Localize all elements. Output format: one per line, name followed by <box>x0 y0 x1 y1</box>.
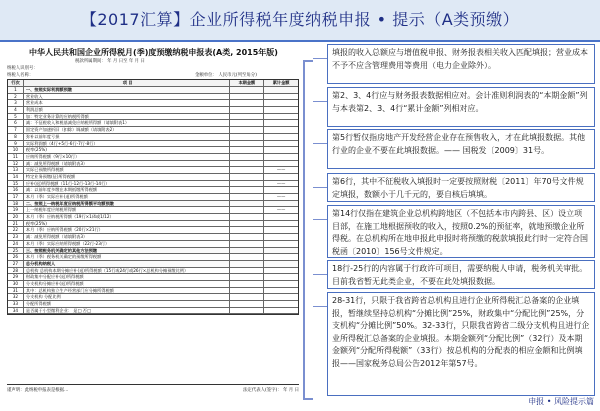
row-number: 15 <box>8 181 24 187</box>
row-cumulative-amount: —— <box>276 167 286 173</box>
row-current-amount <box>230 201 264 207</box>
row-number: 2 <box>8 94 24 100</box>
declaration-text: 谨声明：此纳税申报表是根据... <box>7 388 69 393</box>
row-cumulative-amount: —— <box>276 207 286 213</box>
row-item: 减：减免所得税额（请填附表3） <box>24 161 231 167</box>
row-current-amount <box>230 194 264 200</box>
tax-return-form <box>5 45 302 400</box>
note-connector <box>313 101 327 102</box>
row-number: 26 <box>8 254 24 260</box>
row-current-amount <box>230 248 264 254</box>
form-row <box>8 294 298 301</box>
col-header-item: 项 目 <box>24 80 231 86</box>
form-row <box>8 167 298 174</box>
form-row <box>8 181 298 188</box>
row-current-amount <box>230 214 264 220</box>
row-current-amount <box>230 94 264 100</box>
form-row <box>8 120 298 127</box>
row-item: 本月（季）税务机关确定的预缴所得税额 <box>24 254 231 260</box>
row-item: 本月（季）实际应纳所得税额（22行-23行） <box>24 241 231 247</box>
form-row <box>8 187 298 194</box>
note-box-1: 填报的收入总额应与增值税申报、财务报表相关收入匹配填报；营业成本不予不应含管理费用等费用（电力企业除外）。 <box>327 44 595 84</box>
form-row <box>8 241 298 248</box>
row-number: 12 <box>8 161 24 167</box>
row-cumulative-amount <box>264 141 298 147</box>
row-number: 18 <box>8 201 24 207</box>
row-number: 19 <box>8 207 24 213</box>
row-current-amount <box>230 227 264 233</box>
row-number: 30 <box>8 281 24 287</box>
row-cumulative-amount <box>264 254 298 260</box>
form-row <box>8 221 298 228</box>
col-header-cumulative: 累计金额 <box>272 80 290 85</box>
row-cumulative-amount <box>264 288 298 294</box>
row-cumulative-amount <box>264 234 298 240</box>
row-item: 上一纳税年度应纳税所得额 <box>24 207 231 213</box>
row-cumulative-amount <box>264 154 298 160</box>
slide-footer: 申报 • 风险提示篇 <box>528 397 594 406</box>
row-number: 13 <box>8 167 24 173</box>
row-item: 实际利润额（4行+5行-6行-7行-8行） <box>24 141 231 147</box>
row-current-amount <box>230 187 264 193</box>
form-row <box>8 161 298 168</box>
row-cumulative-amount <box>264 221 298 227</box>
row-item: 营业收入 <box>24 94 231 100</box>
row-number: 33 <box>8 301 24 307</box>
form-row <box>8 281 298 288</box>
row-item: 是否属于小型微利企业： 是□ 否□ <box>24 308 231 314</box>
row-number: 34 <box>8 308 24 314</box>
taxpayer-id-label: 纳税人识别号： <box>7 66 38 71</box>
row-item: 本月（季）实际应补(退)所得税额 <box>24 194 231 200</box>
row-current-amount <box>230 161 264 167</box>
row-cumulative-amount <box>264 127 298 133</box>
note-box-6: 18行-25行的内容属于行政许可项目，需要纳税人申请，税务机关审批。目前我省暂无此类企业，不要在此处填报数据。 <box>327 260 595 289</box>
row-item: 税率(25%) <box>24 221 231 227</box>
form-signature-area <box>7 384 299 393</box>
row-number: 8 <box>8 134 24 140</box>
form-row <box>8 134 298 141</box>
row-cumulative-amount <box>264 201 298 207</box>
row-current-amount <box>230 308 264 314</box>
row-item: 固定资产加速折旧（扣除）调减额（请填附表2） <box>24 127 231 133</box>
row-cumulative-amount <box>264 107 298 113</box>
row-number: 32 <box>8 294 24 300</box>
form-row <box>8 214 298 221</box>
row-item: 其中：总机构独立生产经营部门应分摊所得税额 <box>24 288 231 294</box>
row-number: 24 <box>8 241 24 247</box>
row-number: 23 <box>8 234 24 240</box>
form-row <box>8 174 298 181</box>
row-number: 3 <box>8 100 24 106</box>
form-title: 中华人民共和国企业所得税月(季)度预缴纳税申报表(A类, 2015年版) <box>29 48 278 57</box>
form-row <box>8 234 298 241</box>
taxpayer-name-label: 纳税人名称： <box>7 73 34 78</box>
row-item: 三、按照税务机关确定的其他方法预缴 <box>24 248 231 254</box>
row-item: 减：不征税收入和税基减免应纳税所得额（请填附表1） <box>24 120 231 126</box>
form-row <box>8 301 298 308</box>
note-connector <box>313 58 327 59</box>
row-current-amount <box>230 241 264 247</box>
row-item: 实际已预缴所得税额 <box>24 167 231 173</box>
row-number: 1 <box>8 87 24 93</box>
form-row <box>8 107 298 114</box>
note-connector <box>313 187 327 188</box>
row-item: 总分机构纳税人 <box>24 261 231 267</box>
form-row <box>8 94 298 101</box>
row-current-amount <box>230 174 264 180</box>
form-row <box>8 308 298 315</box>
row-current-amount <box>230 100 264 106</box>
form-row <box>8 154 298 161</box>
tax-period: 税款所属期间： 年 月 日至 年 月 日 <box>75 59 145 64</box>
row-item: 二、按照上一纳税年度应纳税所得额平均额预缴 <box>24 201 231 207</box>
form-table <box>7 79 299 315</box>
row-cumulative-amount <box>264 294 298 300</box>
row-current-amount <box>230 234 264 240</box>
row-current-amount <box>230 294 264 300</box>
row-cumulative-amount <box>264 187 298 193</box>
row-current-amount <box>230 254 264 260</box>
col-header-current: 本期金额 <box>230 80 264 86</box>
row-cumulative-amount <box>264 174 298 180</box>
row-number: 9 <box>8 141 24 147</box>
row-cumulative-amount <box>264 248 298 254</box>
row-item: 总机构 总机构本期分摊应补(退)所得税额（15行或24行或26行×总机构分摊预缴比例） <box>24 268 231 274</box>
row-number: 31 <box>8 288 24 294</box>
row-cumulative-amount <box>264 261 298 267</box>
row-cumulative-amount <box>264 308 298 314</box>
row-cumulative-amount <box>264 94 298 100</box>
form-row <box>8 288 298 295</box>
row-item: 营业成本 <box>24 100 231 106</box>
row-current-amount <box>230 154 264 160</box>
note-box-5: 第14行仅指在建筑企业总机构跨地区（不包括本市内跨县、区）设立项目部，在施工地根据预收的收入，按照0.2%的预征率，就地预缴企业所得税。在总机构所在地申报此申报时将预缴的税款填报此行时一定符合国税函〔2010〕156号文件规定。 <box>327 205 595 258</box>
row-item: 本月（季）应纳税所得额（19行×1/4或1/12） <box>24 214 231 220</box>
row-current-amount <box>230 127 264 133</box>
row-current-amount <box>230 268 264 274</box>
row-current-amount <box>230 281 264 287</box>
row-current-amount <box>230 114 264 120</box>
row-number: 21 <box>8 221 24 227</box>
row-current-amount <box>230 167 264 173</box>
row-cumulative-amount <box>264 120 298 126</box>
form-row <box>8 274 298 281</box>
row-cumulative-amount <box>264 227 298 233</box>
note-box-4: 第6行，其中不征税收入填报时一定要按照财税〔2011〕年70号文件规定填报，数额小于几千元的，要自核后填填。 <box>327 173 595 202</box>
row-number: 4 <box>8 107 24 113</box>
row-cumulative-amount <box>264 134 298 140</box>
row-current-amount <box>230 274 264 280</box>
row-item: 应补(退)所得税额（11行-12行-13行-14行） <box>24 181 231 187</box>
row-item: 减：以前年度多缴在本期抵缴所得税额 <box>24 187 231 193</box>
form-row <box>8 194 298 201</box>
row-cumulative-amount <box>264 87 298 93</box>
legal-rep-signature: 法定代表人(签字)： 年 月 日 <box>243 388 299 393</box>
note-connector <box>313 143 327 144</box>
row-item: 分支机构 分配比例 <box>24 294 231 300</box>
row-cumulative-amount: —— <box>276 180 286 186</box>
row-number: 11 <box>8 154 24 160</box>
row-item: 财政集中分配应补(退)所得税额 <box>24 274 231 280</box>
row-cumulative-amount <box>264 301 298 307</box>
row-current-amount <box>230 107 264 113</box>
row-number: 7 <box>8 127 24 133</box>
note-connector <box>313 306 327 307</box>
row-number: 20 <box>8 214 24 220</box>
row-current-amount <box>230 147 264 153</box>
row-number: 16 <box>8 187 24 193</box>
row-item: 加：特定业务计算的应纳税所得额 <box>24 114 231 120</box>
row-cumulative-amount <box>264 161 298 167</box>
row-number: 25 <box>8 248 24 254</box>
form-row <box>8 207 298 214</box>
row-item: 弥补以前年度亏损 <box>24 134 231 140</box>
row-item: 本月（季）应纳所得税额（20行×21行） <box>24 227 231 233</box>
row-item: 一、按照实际利润额预缴 <box>24 87 231 93</box>
form-row <box>8 261 298 268</box>
note-connector <box>313 274 327 275</box>
row-number: 14 <box>8 174 24 180</box>
row-number: 28 <box>8 268 24 274</box>
form-row <box>8 114 298 121</box>
form-row <box>8 100 298 107</box>
row-item: 特定业务预缴(征)所得税额 <box>24 174 231 180</box>
note-box-2: 第2、3、4行应与财务报表数据相应对。会计准则利润表的“本期金额”列与本表第2、3、4行“累计金额”列相对应。 <box>327 87 595 127</box>
row-item: 应纳所得税额（9行×10行） <box>24 154 231 160</box>
row-current-amount <box>230 301 264 307</box>
row-current-amount <box>230 221 264 227</box>
form-row <box>8 141 298 148</box>
row-number: 10 <box>8 147 24 153</box>
form-table-header <box>8 80 298 87</box>
form-row <box>8 268 298 275</box>
row-number: 6 <box>8 120 24 126</box>
row-number: 22 <box>8 227 24 233</box>
row-cumulative-amount <box>264 281 298 287</box>
row-current-amount <box>230 87 264 93</box>
amount-unit: 金额单位： 人民币元(列至角分) <box>195 73 257 78</box>
form-row <box>8 201 298 208</box>
form-row <box>8 248 298 255</box>
row-cumulative-amount: —— <box>276 194 286 199</box>
note-box-7: 28-31行，只限于我省跨省总机构且进行企业所得税汇总备案的企业填报，暂继续坚持总机构“分摊比例”25%，财政集中“分配比例”25%，分支机构“分摊比例”50%。32-33行，只限我省跨省二级分支机构且进行企业所得税汇总备案的企业填报。本期金额列“分配比例”（32行）及本期金额列“分配所得税额”（33行）按总机构的分配表的相应金额和比例填报——国家税务总局公告2012年第57号。 <box>327 292 595 396</box>
row-cumulative-amount <box>264 241 298 247</box>
row-current-amount <box>230 120 264 126</box>
row-item: 利润总额 <box>24 107 231 113</box>
col-header-line: 行次 <box>8 80 24 86</box>
row-cumulative-amount <box>264 147 298 153</box>
row-number: 29 <box>8 274 24 280</box>
row-cumulative-amount <box>264 114 298 120</box>
row-item: 减：减免所得税额（请填附表3） <box>24 234 231 240</box>
form-row <box>8 127 298 134</box>
row-current-amount <box>230 207 264 213</box>
title-divider <box>0 40 600 42</box>
row-number: 5 <box>8 114 24 120</box>
row-cumulative-amount <box>264 214 298 220</box>
row-current-amount <box>230 181 264 187</box>
row-current-amount <box>230 261 264 267</box>
notes-bracket <box>303 60 313 400</box>
row-number: 27 <box>8 261 24 267</box>
row-current-amount <box>230 288 264 294</box>
slide-title: 【2017汇算】企业所得税年度纳税申报 • 提示（A类预缴） <box>80 10 520 29</box>
row-current-amount <box>230 141 264 147</box>
note-box-3: 第5行暂仅指房地产开发经营企业存在预售收入，才在此填报数据。其他行业的企业不要在此填报数据。—— 国税发〔2009〕31号。 <box>327 129 595 169</box>
row-item: 税率(25%) <box>24 147 231 153</box>
form-row <box>8 227 298 234</box>
form-row <box>8 254 298 261</box>
form-row <box>8 147 298 154</box>
row-item: 分支机构分摊应补(退)所得税额 <box>24 281 231 287</box>
row-cumulative-amount <box>264 100 298 106</box>
note-connector <box>313 219 327 220</box>
row-number: 17 <box>8 194 24 200</box>
row-current-amount <box>230 134 264 140</box>
row-cumulative-amount <box>264 268 298 274</box>
row-item: 分配所得税额 <box>24 301 231 307</box>
row-cumulative-amount <box>264 274 298 280</box>
form-row <box>8 87 298 94</box>
